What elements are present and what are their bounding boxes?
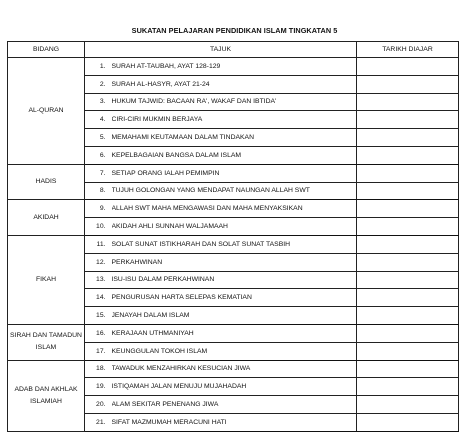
date-taught-cell[interactable] <box>357 271 459 289</box>
bidang-cell: HADIS <box>8 164 85 200</box>
topic-number: 10. <box>85 218 112 236</box>
syllabus-table <box>7 41 459 432</box>
bidang-cell: FIKAH <box>8 235 85 324</box>
topic-title: SOLAT SUNAT ISTIKHARAH DAN SOLAT SUNAT TASBIH <box>112 235 357 253</box>
topic-title: JENAYAH DALAM ISLAM <box>112 307 357 325</box>
topic-number: 17. <box>85 342 112 360</box>
date-taught-cell[interactable] <box>357 182 459 200</box>
topic-number: 9. <box>85 200 112 218</box>
table-row <box>8 324 459 342</box>
date-taught-cell[interactable] <box>357 289 459 307</box>
topic-number: 8. <box>85 182 112 200</box>
header-tarikh: TARIKH DIAJAR <box>357 42 459 58</box>
topic-title: SETIAP ORANG IALAH PEMIMPIN <box>112 164 357 182</box>
date-taught-cell[interactable] <box>357 342 459 360</box>
topic-number: 16. <box>85 324 112 342</box>
topic-number: 2. <box>85 75 112 93</box>
topic-title: CIRI-CIRI MUKMIN BERJAYA <box>112 111 357 129</box>
topic-number: 18. <box>85 360 112 378</box>
topic-title: TUJUH GOLONGAN YANG MENDAPAT NAUNGAN ALLAH SWT <box>112 182 357 200</box>
topic-title: ISTIQAMAH JALAN MENUJU MUJAHADAH <box>112 378 357 396</box>
table-body <box>8 58 459 432</box>
topic-number: 14. <box>85 289 112 307</box>
topic-title: ISU-ISU DALAM PERKAHWINAN <box>112 271 357 289</box>
topic-number: 11. <box>85 235 112 253</box>
date-taught-cell[interactable] <box>357 396 459 414</box>
topic-title: SURAH AT-TAUBAH, AYAT 128-129 <box>112 58 357 76</box>
table-row <box>8 360 459 378</box>
topic-title: PENGURUSAN HARTA SELEPAS KEMATIAN <box>112 289 357 307</box>
topic-number: 6. <box>85 146 112 164</box>
header-bidang: BIDANG <box>8 42 85 58</box>
date-taught-cell[interactable] <box>357 146 459 164</box>
topic-title: AKIDAH AHLI SUNNAH WALJAMAAH <box>112 218 357 236</box>
date-taught-cell[interactable] <box>357 324 459 342</box>
table-row <box>8 235 459 253</box>
topic-title: KEPELBAGAIAN BANGSA DALAM ISLAM <box>112 146 357 164</box>
topic-title: TAWADUK MENZAHIRKAN KESUCIAN JIWA <box>112 360 357 378</box>
date-taught-cell[interactable] <box>357 129 459 147</box>
topic-number: 13. <box>85 271 112 289</box>
document-title: SUKATAN PELAJARAN PENDIDIKAN ISLAM TINGKATAN 5 <box>131 26 338 35</box>
bidang-cell: SIRAH DAN TAMADUN ISLAM <box>8 324 85 360</box>
topic-number: 12. <box>85 253 112 271</box>
table-row <box>8 58 459 76</box>
topic-number: 1. <box>85 58 112 76</box>
date-taught-cell[interactable] <box>357 360 459 378</box>
header-row <box>8 42 459 58</box>
topic-number: 21. <box>85 413 112 431</box>
date-taught-cell[interactable] <box>357 58 459 76</box>
topic-title: ALLAH SWT MAHA MENGAWASI DAN MAHA MENYAKSIKAN <box>112 200 357 218</box>
bidang-cell: AL-QURAN <box>8 58 85 165</box>
bidang-cell: ADAB DAN AKHLAK ISLAMIAH <box>8 360 85 431</box>
topic-title: SIFAT MAZMUMAH MERACUNI HATI <box>112 413 357 431</box>
topic-title: KEUNGGULAN TOKOH ISLAM <box>112 342 357 360</box>
table-row <box>8 200 459 218</box>
topic-number: 20. <box>85 396 112 414</box>
date-taught-cell[interactable] <box>357 75 459 93</box>
topic-title: KERAJAAN UTHMANIYAH <box>112 324 357 342</box>
date-taught-cell[interactable] <box>357 218 459 236</box>
table-row <box>8 164 459 182</box>
topic-title: ALAM SEKITAR PENENANG JIWA <box>112 396 357 414</box>
topic-number: 15. <box>85 307 112 325</box>
date-taught-cell[interactable] <box>357 93 459 111</box>
header-tajuk: TAJUK <box>85 42 357 58</box>
topic-title: HUKUM TAJWID: BACAAN RA', WAKAF DAN IBTIDA' <box>112 93 357 111</box>
topic-number: 19. <box>85 378 112 396</box>
topic-number: 3. <box>85 93 112 111</box>
date-taught-cell[interactable] <box>357 200 459 218</box>
date-taught-cell[interactable] <box>357 378 459 396</box>
topic-title: SURAH AL-HASYR, AYAT 21-24 <box>112 75 357 93</box>
date-taught-cell[interactable] <box>357 164 459 182</box>
topic-title: PERKAHWINAN <box>112 253 357 271</box>
topic-number: 7. <box>85 164 112 182</box>
date-taught-cell[interactable] <box>357 307 459 325</box>
topic-number: 5. <box>85 129 112 147</box>
date-taught-cell[interactable] <box>357 235 459 253</box>
topic-number: 4. <box>85 111 112 129</box>
topic-title: MEMAHAMI KEUTAMAAN DALAM TINDAKAN <box>112 129 357 147</box>
date-taught-cell[interactable] <box>357 111 459 129</box>
date-taught-cell[interactable] <box>357 253 459 271</box>
bidang-cell: AKIDAH <box>8 200 85 236</box>
date-taught-cell[interactable] <box>357 413 459 431</box>
